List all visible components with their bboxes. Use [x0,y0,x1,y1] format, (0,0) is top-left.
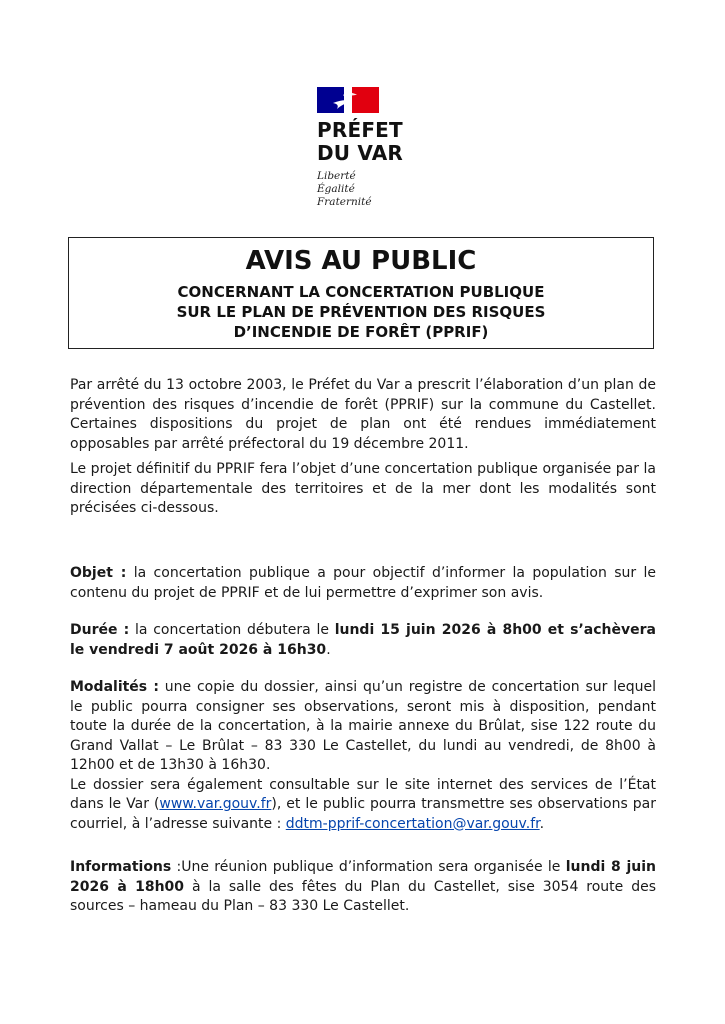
modalites-text-1: une copie du dossier, ainsi qu’un registre de concertation sur lequel le public pourra consigner ses observations, seront mis à disposition, pendant toute la durée de la concertation, à la mairie annexe du Brûlat, sise 122 route du Grand Vallat – Le Brûlat – 83 330 Le Castellet, du lundi au vendredi, de 8h00 à 12h00 et de 13h30 à 16h30. [70,679,656,773]
motto-liberte: Liberté [317,170,356,182]
marianne-flag-icon [317,87,379,113]
intro-paragraph-1: Par arrêté du 13 octobre 2003, le Préfet du Var a prescrit l’élaboration d’un plan de prévention des risques d’incendie de forêt (PPRIF) sur la commune du Castellet. Certaines dispositions du projet de plan ont été rendues immédiatement opposables par arrêté préfectoral du 19 décembre 2011. [70,377,656,452]
informations-text-1: :Une réunion publique d’information sera organisée le [171,859,566,875]
subtitle-line-3: D’INCENDIE DE FORÊT (PPRIF) [233,323,489,341]
intro-section [70,376,656,519]
page-title: AVIS AU PUBLIC [245,246,477,276]
logo-line-1: PRÉFET [317,118,403,142]
motto [317,170,457,209]
email-link[interactable]: ddtm-pprif-concertation@var.gouv.fr [285,815,540,832]
objet-section [70,564,656,603]
informations-label: Informations [70,859,172,875]
modalites-label: Modalités : [70,679,159,695]
duree-dates: lundi 15 juin 2026 à 8h00 et s’achèvera le vendredi 7 août 2026 à 16h30 [70,622,656,658]
subtitle-line-1: CONCERNANT LA CONCERTATION PUBLIQUE [177,283,545,301]
informations-text-2: à la salle des fêtes du Plan du Castellet, sise 3054 route des sources – hameau du Plan – 83 330 Le Castellet. [70,878,656,914]
prefet-logo [317,87,457,209]
modalites-text-4: . [539,815,545,832]
informations-section [70,858,656,917]
logo-title [317,119,457,165]
duree-text-1: la concertation débutera le [129,622,335,638]
modalites-section [70,678,656,834]
modalites-text-2: Le dossier sera également consultable sur le site internet des services de l’État dans le Var ( [70,776,656,812]
objet-text: la concertation publique a pour objectif d’informer la population sur le contenu du projet de PPRIF et de lui permettre d’exprimer son avis. [70,565,656,601]
duree-label: Durée : [70,622,130,638]
modalites-text-3: ), et le public pourra transmettre ses observations par courriel, à l’adresse suivante : [70,796,656,832]
informations-date: lundi 8 juin 2026 à 18h00 [70,859,656,895]
logo-line-2: DU VAR [317,141,404,165]
duree-section [70,621,656,660]
website-link[interactable]: www.var.gouv.fr [159,796,272,812]
motto-egalite: Égalité [317,183,355,195]
objet-label: Objet : [70,565,127,581]
subtitle-line-2: SUR LE PLAN DE PRÉVENTION DES RISQUES [176,303,546,321]
intro-paragraph-2: Le projet définitif du PPRIF fera l’objet d’une concertation publique organisée par la direction départementale des territoires et de la mer dont les modalités sont précisées ci-dessous. [70,461,656,516]
notice-title-box [68,237,654,349]
notice-subtitle [69,282,653,342]
duree-text-2: . [326,641,331,658]
motto-fraternite: Fraternité [317,196,372,208]
